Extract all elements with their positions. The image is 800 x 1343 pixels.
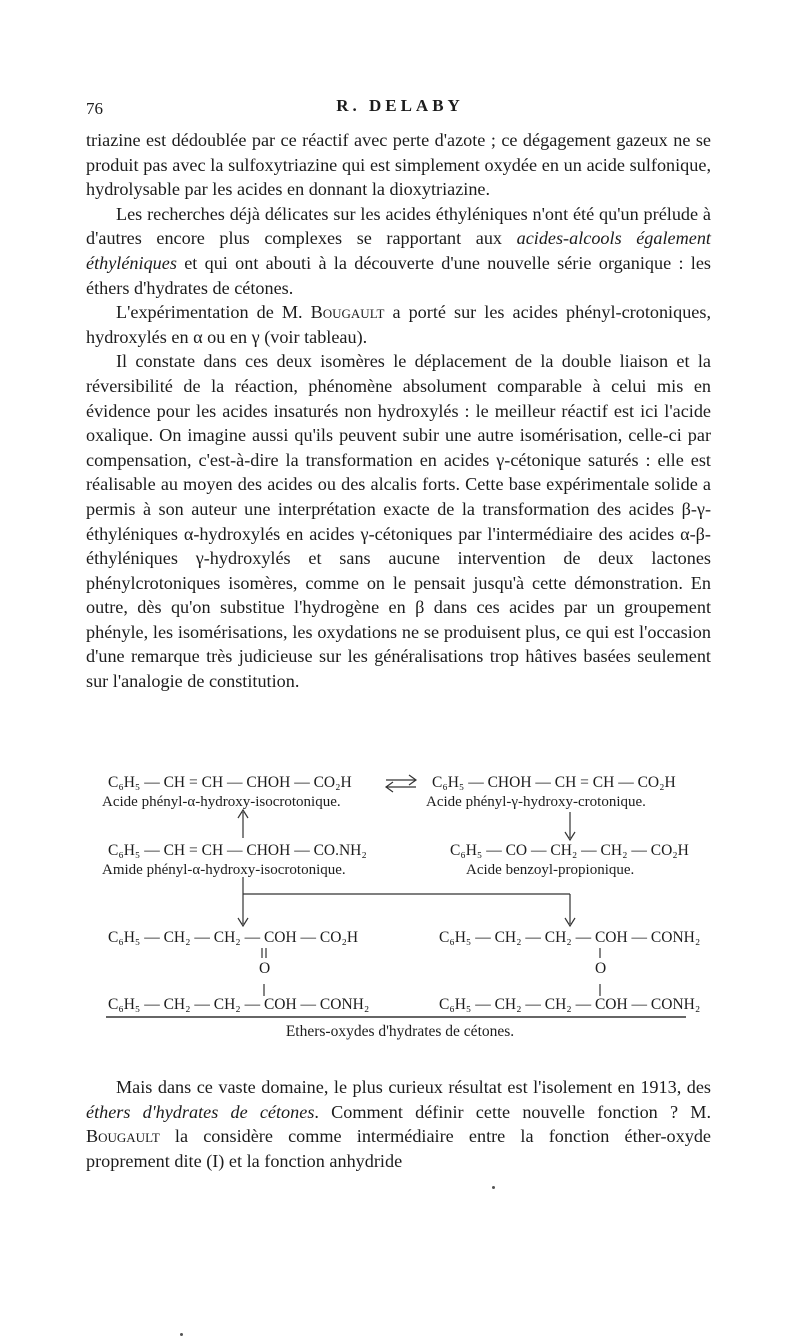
ether-right-bottom: C₆H₅ — CH₂ — CH₂ — COH — CONH₂ (439, 996, 701, 1013)
name-c: Amide phényl-α-hydroxy-isocrotonique. (102, 862, 346, 878)
body-text-bottom (86, 1075, 711, 1173)
running-head: R. DELABY (336, 96, 464, 115)
name-a: Acide phényl-α-hydroxy-isocrotonique. (102, 794, 341, 810)
formula-d: C₆H₅ — CO — CH₂ — CH₂ — CO₂H (450, 842, 689, 859)
paragraph-4: Il constate dans ces deux isomères le déplacement de la double liaison et la réversibilité de la réaction, phénomène absolument comparable à celui mis en évidence pour les acides insaturés non hydroxylés : le meilleur réactif est ici l'acide oxalique. On imagine aussi qu'ils peuvent subir une autre isomérisation, celle-ci par compensation, c'est-à-dire la transformation en acides γ-cétonique saturés : elle est réalisable au moyen des acides ou des alcalis forts. Cette base expérimentale solide a permis à son auteur une interprétation exacte de la transformation des acides β-γ-éthyléniques α-hydroxylés en acides γ-cétoniques par l'intermédiaire des acides α-β-éthyléniques γ-hydroxylés et sans aucune intervention de deux lactones phénylcrotoniques isomères, comme on le pensait jusqu'à cette démonstration. En outre, dès qu'on substitue l'hydrogène en β dans ces acides par un groupement phényle, les isomérisations, les oxydations ne se produisent plus, ce qui est l'occasion d'une remarque très judicieuse sur les généralisations trop hâtives basées seulement sur l'analogie de constitution. (86, 351, 711, 692)
ether-left-bottom: C₆H₅ — CH₂ — CH₂ — COH — CONH₂ (108, 996, 370, 1013)
ether-right-oxygen: O (595, 960, 607, 977)
author-name-2: Bougault (86, 1126, 160, 1147)
body-text-top (86, 128, 711, 694)
paragraph-3-text-a: L'expérimentation de M. (116, 302, 311, 323)
formula-a: C₆H₅ — CH = CH — CHOH — CO₂H (108, 774, 352, 791)
formula-c: C₆H₅ — CH = CH — CHOH — CO.NH₂ (108, 842, 367, 859)
author-name: Bougault (310, 302, 385, 323)
italic-phrase-2: éthers d'hydrates de cétones (86, 1101, 315, 1122)
stray-dot (180, 1333, 183, 1336)
paragraph-2 (86, 202, 711, 300)
paragraph-1: triazine est dédoublée par ce réactif avec perte d'azote ; ce dégagement gazeux ne se produit pas avec la sulfoxytriazine qui est simplement oxydée en un acide sulfonique, hydrolysable par les acides en donnant la dioxytriazine. (86, 130, 711, 200)
paragraph-5-text-a: Mais dans ce vaste domaine, le plus curieux résultat est l'isolement en 1913, des (116, 1077, 711, 1097)
paragraph-5 (86, 1075, 711, 1173)
reaction-scheme (86, 772, 716, 1052)
paragraph-3-text-b: a porté sur les acides phényl-crotoniques, hydroxylés en α ou en γ (voir tableau). (86, 302, 711, 347)
ether-right-top: C₆H₅ — CH₂ — CH₂ — COH — CONH₂ (439, 929, 701, 946)
italic-phrase: acides-alcools également éthyléniques (86, 228, 711, 273)
paragraph-5-text-b: . Comment définir cette nouvelle fonction ? M. (314, 1101, 711, 1122)
scheme-caption: Ethers-oxydes d'hydrates de cétones. (285, 1023, 515, 1040)
name-b: Acide phényl-γ-hydroxy-crotonique. (426, 794, 646, 810)
ether-left-oxygen: O (259, 960, 271, 977)
formula-b: C₆H₅ — CHOH — CH = CH — CO₂H (432, 774, 676, 791)
ether-left-top: C₆H₅ — CH₂ — CH₂ — COH — CO₂H (108, 929, 359, 946)
stray-dot (492, 1186, 495, 1189)
paragraph-3 (86, 300, 711, 349)
paragraph-2-text-b: et qui ont abouti à la découverte d'une nouvelle série organique : les éthers d'hydrates de cétones. (86, 252, 711, 298)
page-number: 76 (86, 99, 103, 118)
paragraph-2-text-a: Les recherches déjà délicates sur les acides éthyléniques n'ont été qu'un prélude à d'autres encore plus complexes se rapportant aux (86, 203, 711, 249)
paragraph-5-text-c: la considère comme intermédiaire entre la fonction éther-oxyde proprement dite (I) et la fonction anhydride (86, 1126, 711, 1171)
name-d: Acide benzoyl-propionique. (466, 862, 635, 878)
